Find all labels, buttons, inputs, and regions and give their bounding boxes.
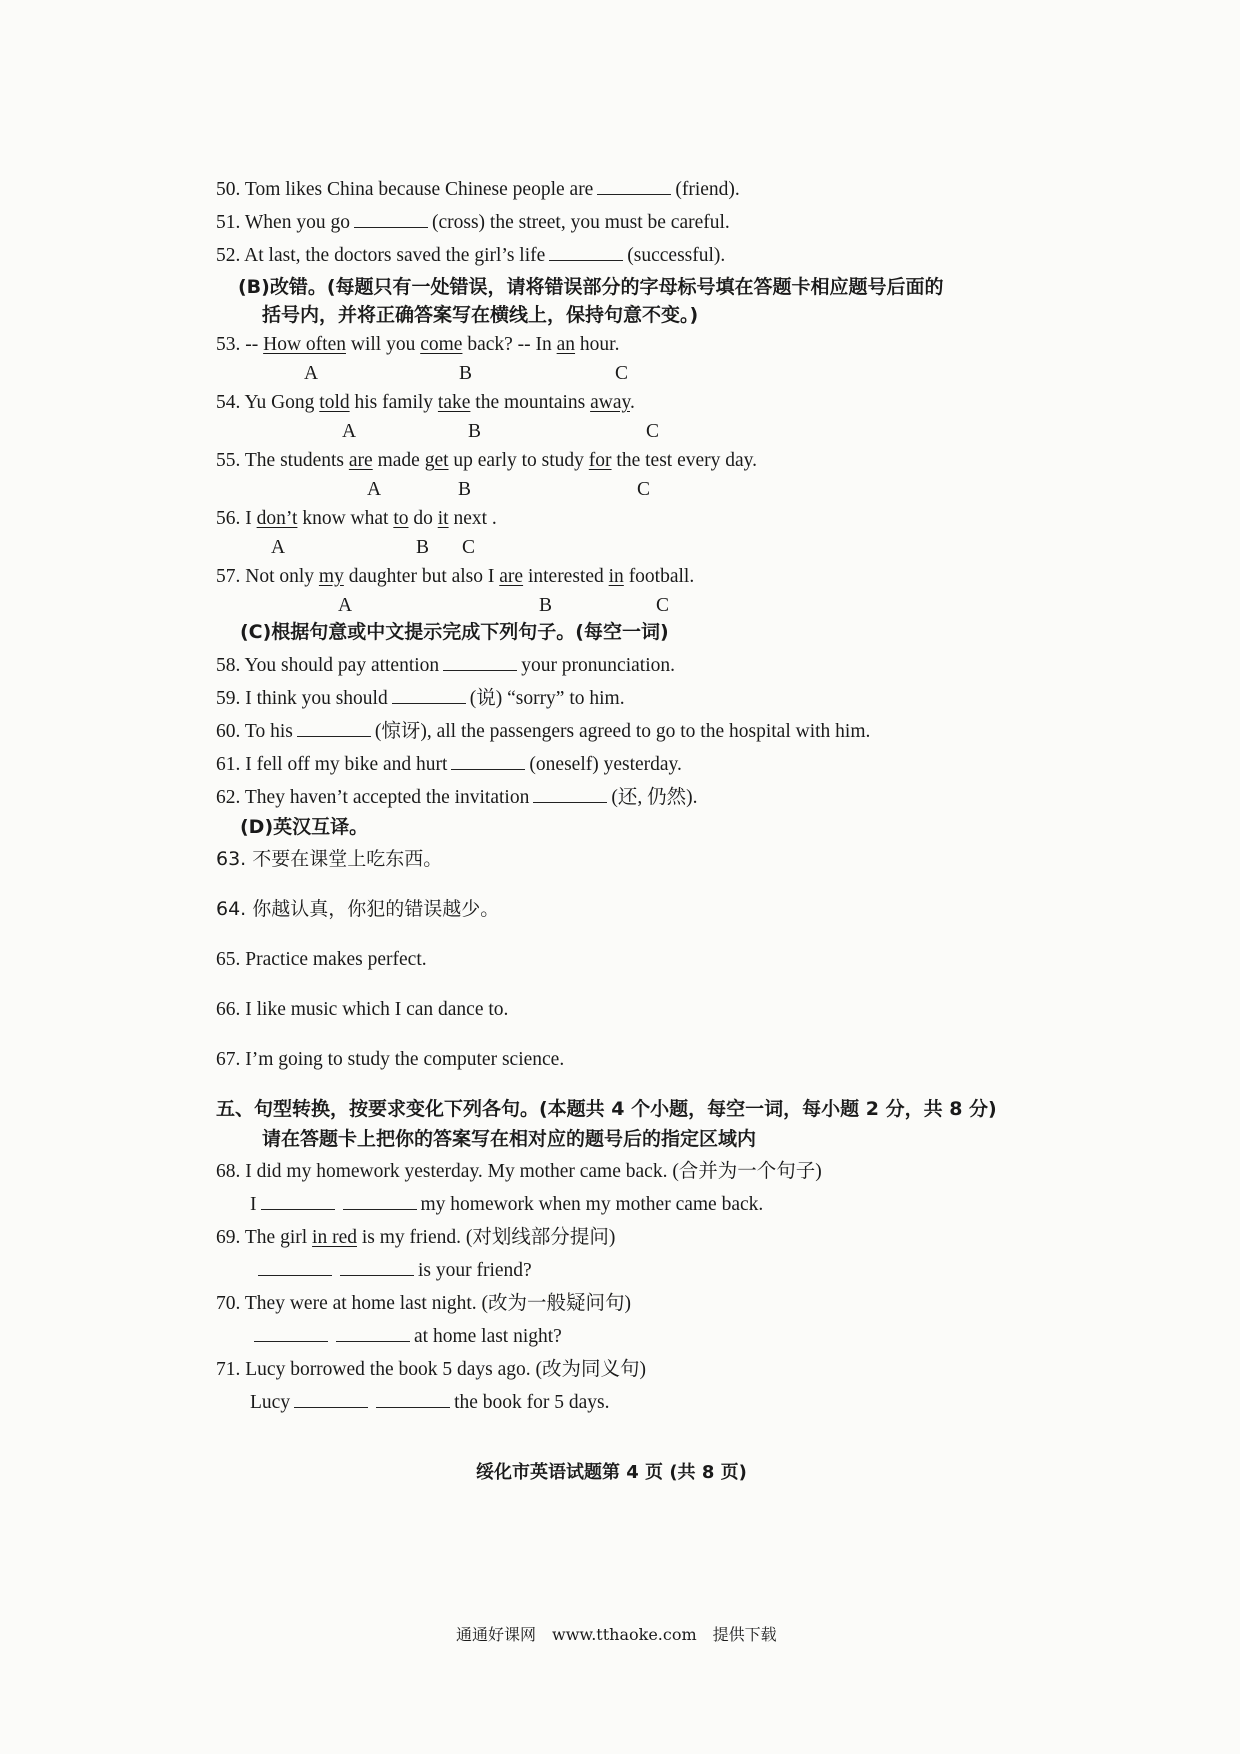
answer-blank (261, 1195, 335, 1210)
option-c-underlined: away (590, 392, 630, 413)
letter-b: B (459, 363, 473, 384)
question-68: 68. I did my homework yesterday. My mother came back. (合并为一个句子) (216, 1161, 822, 1182)
watermark-note: 提供下载 (712, 1625, 777, 1644)
answer-blank (254, 1327, 328, 1342)
question-55: 55. The students are made get up early to study for the test every day. (216, 450, 758, 471)
underlined-phrase: in red (312, 1227, 357, 1248)
letter-a: A (367, 479, 382, 500)
question-66: 66. I like music which I can dance to. (216, 999, 509, 1020)
option-b-underlined: take (437, 392, 471, 413)
option-a-underlined: told (319, 392, 350, 413)
question-71-answer: Lucy the book for 5 days. (250, 1392, 610, 1413)
answer-blank (443, 656, 517, 671)
question-61: 61. I fell off my bike and hurt (oneself) yesterday. (216, 754, 682, 775)
answer-blank (533, 788, 607, 803)
question-69: 69. The girl in red is my friend. (对划线部分提问) (216, 1227, 616, 1248)
letter-a: A (342, 421, 357, 442)
watermark-url: www.tthaoke.com (552, 1625, 697, 1644)
section-c-instruction: (C)根据句意或中文提示完成下列句子。(每空一词) (240, 621, 669, 643)
option-c-underlined: it (437, 508, 449, 529)
letter-a: A (304, 363, 319, 384)
page-footer: 绥化市英语试题第 4 页 (共 8 页) (476, 1462, 747, 1483)
section-5-instruction-line1: 五、句型转换，按要求变化下列各句。(本题共 4 个小题，每空一词，每小题 2 分，共 8 分) (216, 1098, 997, 1120)
letter-a: A (338, 595, 353, 616)
answer-blank (336, 1327, 410, 1342)
answer-blank (354, 213, 428, 228)
question-71: 71. Lucy borrowed the book 5 days ago. (改为同义句) (216, 1359, 646, 1380)
option-b-underlined: get (424, 450, 449, 471)
answer-blank (343, 1195, 417, 1210)
question-70: 70. They were at home last night. (改为一般疑问句) (216, 1293, 632, 1314)
letter-a: A (271, 537, 286, 558)
answer-blank (294, 1393, 368, 1408)
section-b-instruction-line2: 括号内，并将正确答案写在横线上，保持句意不变。) (262, 304, 699, 326)
section-5-instruction-line2: 请在答题卡上把你的答案写在相对应的题号后的指定区域内 (262, 1128, 757, 1150)
option-a-underlined: don’t (256, 508, 298, 529)
option-a-underlined: my (318, 566, 344, 587)
option-c-underlined: an (556, 334, 576, 355)
option-b-underlined: to (393, 508, 409, 529)
question-50: 50. Tom likes China because Chinese people are (friend). (216, 179, 740, 200)
option-a-underlined: How often (263, 334, 346, 355)
section-b-instruction-line1: (B)改错。(每题只有一处错误，请将错误部分的字母标号填在答题卡相应题号后面的 (238, 276, 944, 298)
answer-blank (597, 180, 671, 195)
letter-b: B (468, 421, 482, 442)
option-b-underlined: are (499, 566, 524, 587)
answer-blank (297, 722, 371, 737)
question-52: 52. At last, the doctors saved the girl’s life (successful). (216, 245, 726, 266)
question-60: 60. To his (惊讶), all the passengers agreed to go to the hospital with him. (216, 721, 871, 742)
option-c-underlined: in (608, 566, 624, 587)
letter-c: C (656, 595, 670, 616)
letter-c: C (615, 363, 629, 384)
question-68-answer: I my homework when my mother came back. (250, 1194, 764, 1215)
question-62: 62. They haven’t accepted the invitation (还, 仍然). (216, 787, 698, 808)
answer-blank (392, 689, 466, 704)
answer-blank (258, 1261, 332, 1276)
answer-blank (376, 1393, 450, 1408)
letter-c: C (637, 479, 651, 500)
letter-c: C (462, 537, 476, 558)
question-58: 58. You should pay attention your pronunciation. (216, 655, 675, 676)
question-69-answer: is your friend? (254, 1261, 532, 1281)
question-53: 53. -- How often will you come back? -- In an hour. (216, 334, 620, 355)
option-a-underlined: are (348, 450, 373, 471)
question-63: 63. 不要在课堂上吃东西。 (216, 848, 443, 870)
letter-b: B (416, 537, 430, 558)
question-54: 54. Yu Gong told his family take the mountains away. (216, 392, 635, 413)
watermark (456, 1622, 777, 1645)
letter-b: B (458, 479, 472, 500)
question-67: 67. I’m going to study the computer science. (216, 1049, 565, 1070)
letter-c: C (646, 421, 660, 442)
section-d-instruction: (D)英汉互译。 (240, 816, 369, 838)
letter-b: B (539, 595, 553, 616)
question-56: 56. I don’t know what to do it next . (216, 508, 497, 529)
option-c-underlined: for (588, 450, 612, 471)
question-70-answer: at home last night? (250, 1327, 562, 1347)
answer-blank (549, 246, 623, 261)
question-65: 65. Practice makes perfect. (216, 949, 427, 970)
question-57: 57. Not only my daughter but also I are interested in football. (216, 566, 695, 587)
watermark-site: 通通好课网 (456, 1625, 537, 1644)
answer-blank (451, 755, 525, 770)
question-64: 64. 你越认真，你犯的错误越少。 (216, 898, 500, 920)
question-59: 59. I think you should (说) “sorry” to him. (216, 688, 625, 709)
option-b-underlined: come (420, 334, 463, 355)
answer-blank (340, 1261, 414, 1276)
question-51: 51. When you go (cross) the street, you must be careful. (216, 212, 730, 233)
